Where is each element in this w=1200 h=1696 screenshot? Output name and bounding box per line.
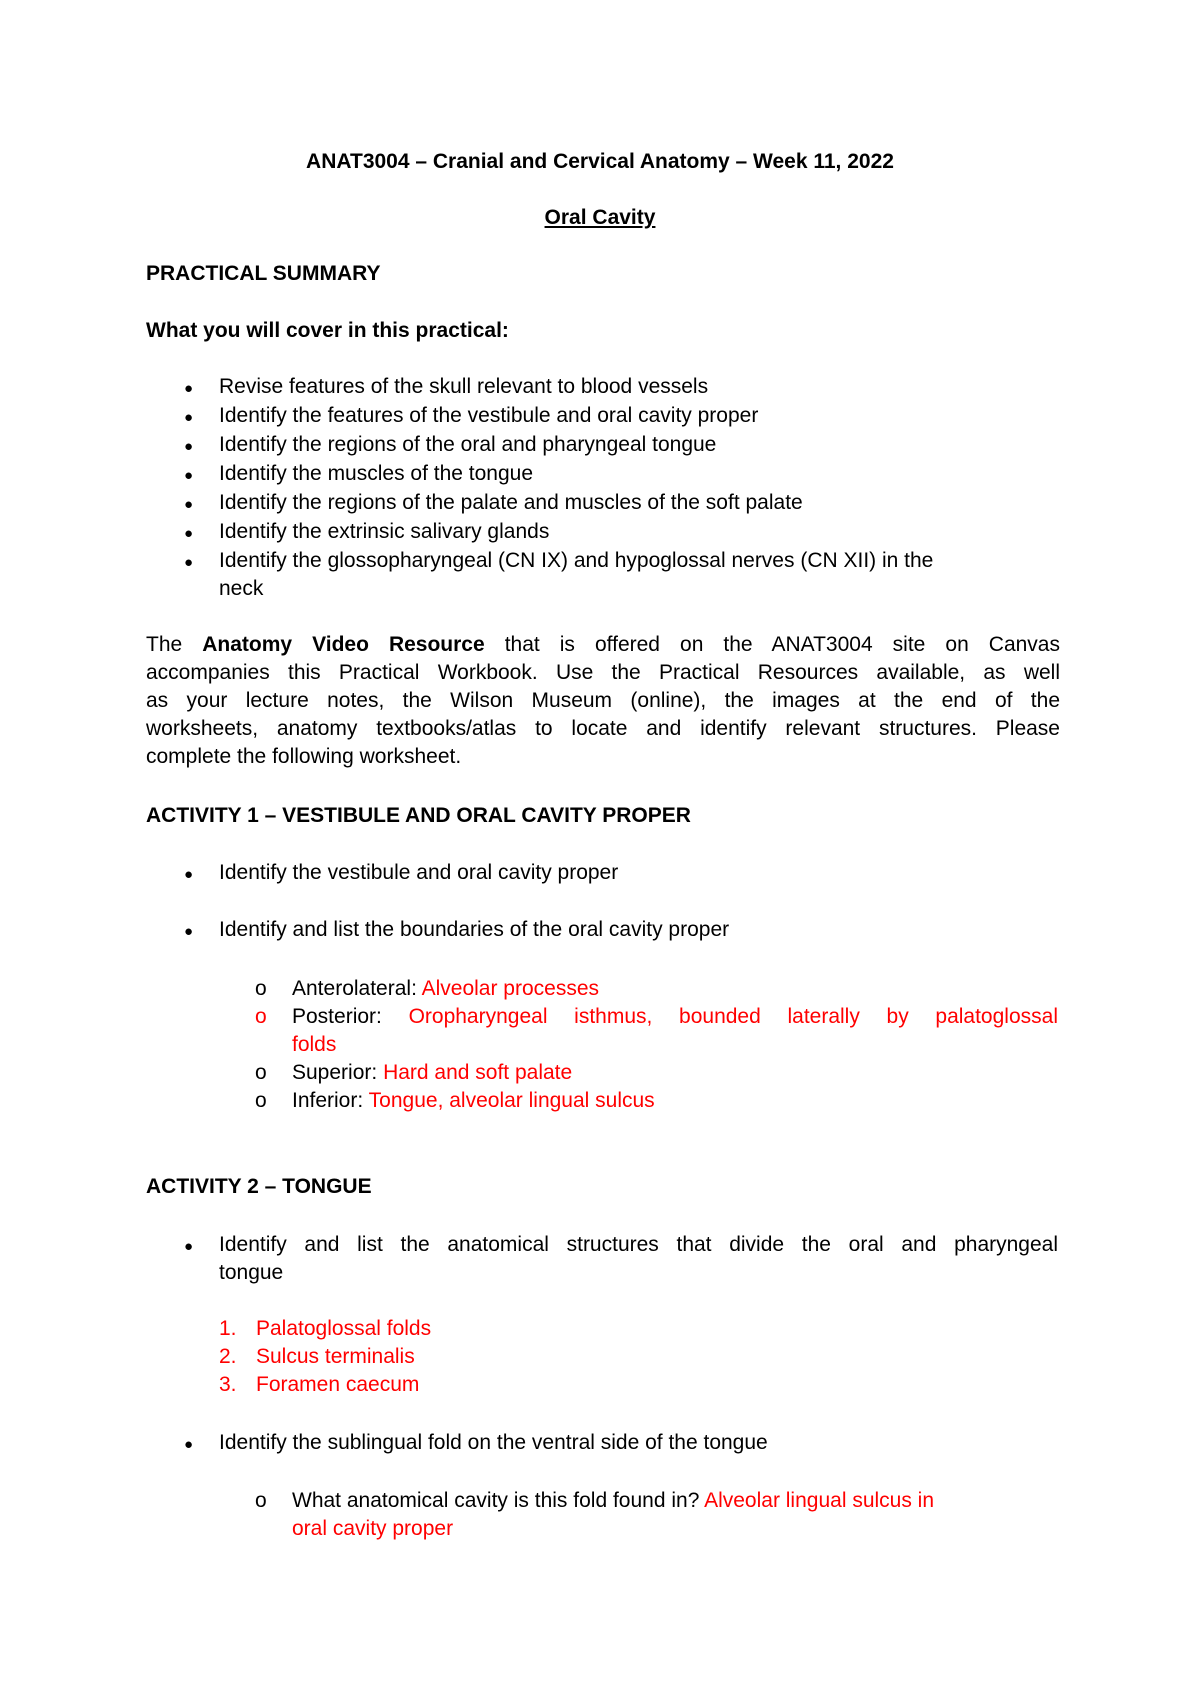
list-item: Revise features of the skull relevant to blood vessels	[219, 375, 709, 398]
bullet-icon: ●	[184, 380, 194, 397]
list-item: Identify the muscles of the tongue	[219, 462, 534, 485]
circle-bullet-icon: o	[255, 1089, 267, 1112]
list-item: Identify and list the boundaries of the oral cavity proper	[219, 918, 730, 941]
bullet-icon: ●	[184, 525, 194, 542]
numbered-item: 3.	[219, 1373, 237, 1396]
list-item: Identify the vestibule and oral cavity proper	[219, 861, 619, 884]
circle-bullet-icon: o	[255, 1061, 267, 1084]
list-item: Identify and list the anatomical structures that divide the oral and pharyngeal	[219, 1233, 1058, 1256]
list-item-continuation: folds	[292, 1033, 337, 1056]
paragraph-line: as your lecture notes, the Wilson Museum (online), the images at the end of the	[146, 689, 1060, 712]
activity-2-heading: ACTIVITY 2 – TONGUE	[146, 1175, 372, 1198]
list-item: Identify the extrinsic salivary glands	[219, 520, 550, 543]
document-subtitle: Oral Cavity	[544, 206, 656, 229]
bullet-icon: ●	[184, 923, 194, 940]
section-heading: PRACTICAL SUMMARY	[146, 262, 381, 285]
paragraph-line: worksheets, anatomy textbooks/atlas to locate and identify relevant structures. Please	[146, 717, 1060, 740]
activity-1-heading: ACTIVITY 1 – VESTIBULE AND ORAL CAVITY PROPER	[146, 804, 691, 827]
list-item: Identify the sublingual fold on the ventral side of the tongue	[219, 1431, 768, 1454]
cover-heading: What you will cover in this practical:	[146, 319, 509, 342]
question-item: What anatomical cavity is this fold found in? Alveolar lingual sulcus in	[292, 1489, 935, 1512]
list-item-continuation: tongue	[219, 1261, 284, 1284]
list-item: Identify the features of the vestibule and oral cavity proper	[219, 404, 759, 427]
numbered-item-text: Sulcus terminalis	[256, 1345, 415, 1368]
question-item-continuation: oral cavity proper	[292, 1517, 454, 1540]
bullet-icon: ●	[184, 554, 194, 571]
bullet-icon: ●	[184, 496, 194, 513]
list-item: Identify the glossopharyngeal (CN IX) and hypoglossal nerves (CN XII) in the	[219, 549, 934, 572]
bullet-icon: ●	[184, 1436, 194, 1453]
bullet-icon: ●	[184, 1238, 194, 1255]
numbered-item-text: Palatoglossal folds	[256, 1317, 432, 1340]
list-item: Identify the regions of the palate and muscles of the soft palate	[219, 491, 803, 514]
list-item: Identify the regions of the oral and pharyngeal tongue	[219, 433, 717, 456]
bullet-icon: ●	[184, 467, 194, 484]
circle-bullet-icon: o	[255, 1005, 267, 1028]
bullet-icon: ●	[184, 866, 194, 883]
circle-bullet-icon: o	[255, 1489, 267, 1512]
list-item-continuation: neck	[219, 577, 264, 600]
paragraph-line: complete the following worksheet.	[146, 745, 462, 768]
list-item: Posterior: Oropharyngeal isthmus, bounded laterally by palatoglossal	[292, 1005, 1058, 1028]
numbered-item: 2.	[219, 1345, 237, 1368]
bullet-icon: ●	[184, 409, 194, 426]
numbered-item: 1.	[219, 1317, 237, 1340]
document-title: ANAT3004 – Cranial and Cervical Anatomy – Week 11, 2022	[306, 150, 894, 173]
list-item: Inferior: Tongue, alveolar lingual sulcus	[292, 1089, 655, 1112]
circle-bullet-icon: o	[255, 977, 267, 1000]
list-item: Anterolateral: Alveolar processes	[292, 977, 600, 1000]
numbered-item-text: Foramen caecum	[256, 1373, 420, 1396]
paragraph-line: accompanies this Practical Workbook. Use the Practical Resources available, as well	[146, 661, 1060, 684]
list-item: Superior: Hard and soft palate	[292, 1061, 573, 1084]
bullet-icon: ●	[184, 438, 194, 455]
paragraph-line: The Anatomy Video Resource that is offered on the ANAT3004 site on Canvas	[146, 633, 1060, 656]
